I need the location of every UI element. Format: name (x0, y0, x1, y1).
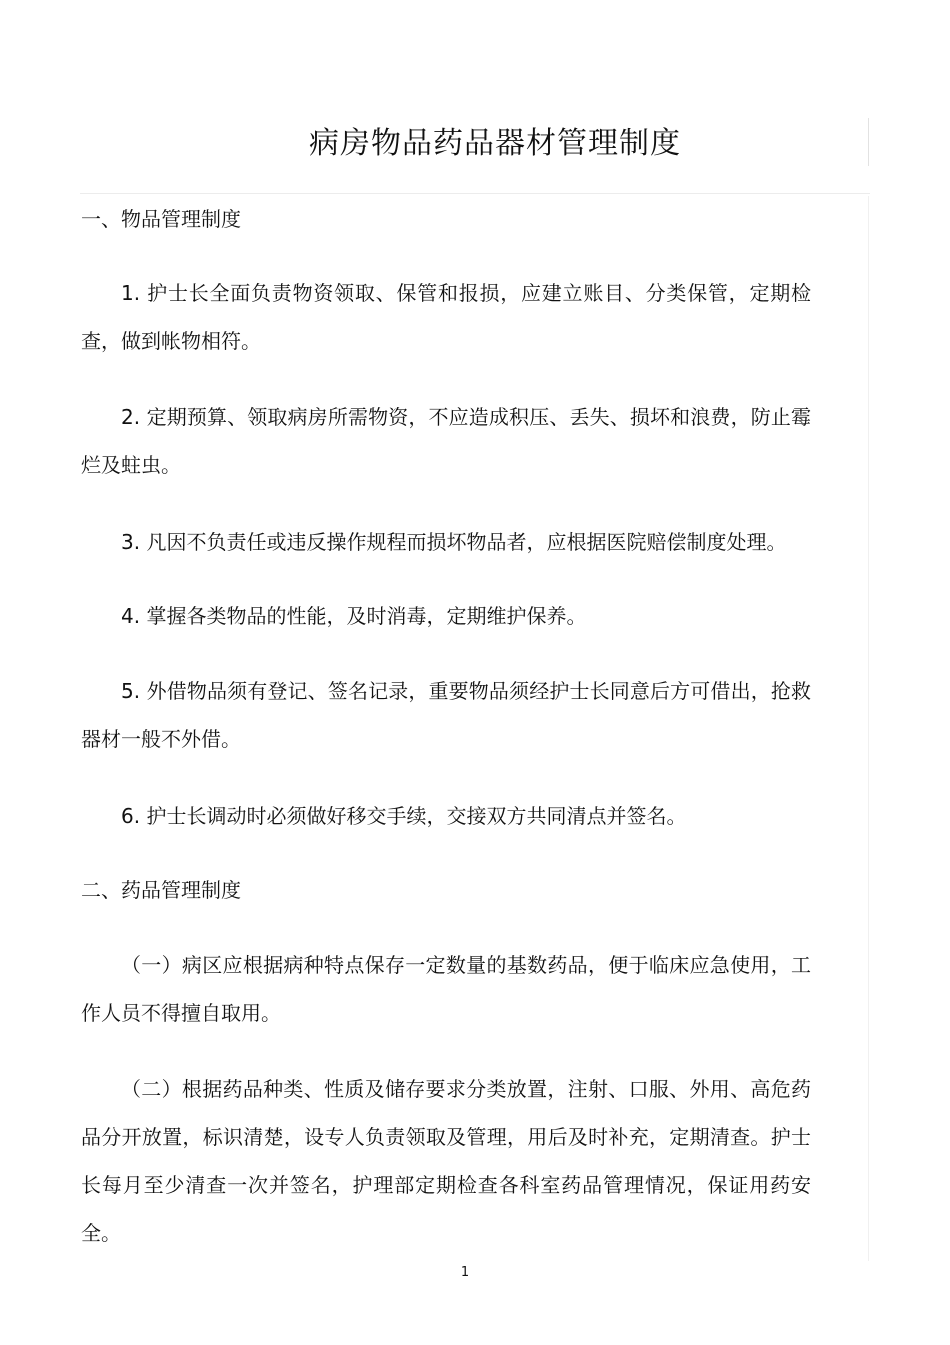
page-number: 1 (460, 1265, 470, 1280)
list-item: （二）根据药品种类、性质及储存要求分类放置，注射、口服、外用、高危药品分开放置，标识清楚，设专人负责领取及管理，用后及时补充，定期清查。护士长每月至少清查一次并签名，护理部定期检查各科室药品管理情况，保证用药安全。 (81, 1077, 811, 1245)
section-heading: 一、物品管理制度 (81, 207, 241, 231)
list-item: 3. 凡因不负责任或违反操作规程而损坏物品者，应根据医院赔偿制度处理。 (121, 530, 787, 554)
list-item: 1. 护士长全面负责物资领取、保管和报损，应建立账目、分类保管，定期检查，做到帐物相符。 (81, 281, 811, 353)
list-item: 2. 定期预算、领取病房所需物资，不应造成积压、丢失、损坏和浪费，防止霉烂及蛀虫。 (81, 405, 811, 477)
margin-divider-vertical (868, 118, 869, 166)
title-divider (80, 193, 870, 194)
list-item: （一）病区应根据病种特点保存一定数量的基数药品，便于临床应急使用，工作人员不得擅自取用。 (81, 953, 811, 1025)
list-item: 6. 护士长调动时必须做好移交手续，交接双方共同清点并签名。 (121, 804, 687, 828)
section-heading: 二、药品管理制度 (81, 878, 241, 902)
list-item: 4. 掌握各类物品的性能，及时消毒，定期维护保养。 (121, 604, 587, 628)
list-item: 5. 外借物品须有登记、签名记录，重要物品须经护士长同意后方可借出，抢救器材一般不外借。 (81, 679, 811, 751)
document-title: 病房物品药品器材管理制度 (309, 126, 681, 161)
margin-divider-vertical (868, 196, 869, 1261)
